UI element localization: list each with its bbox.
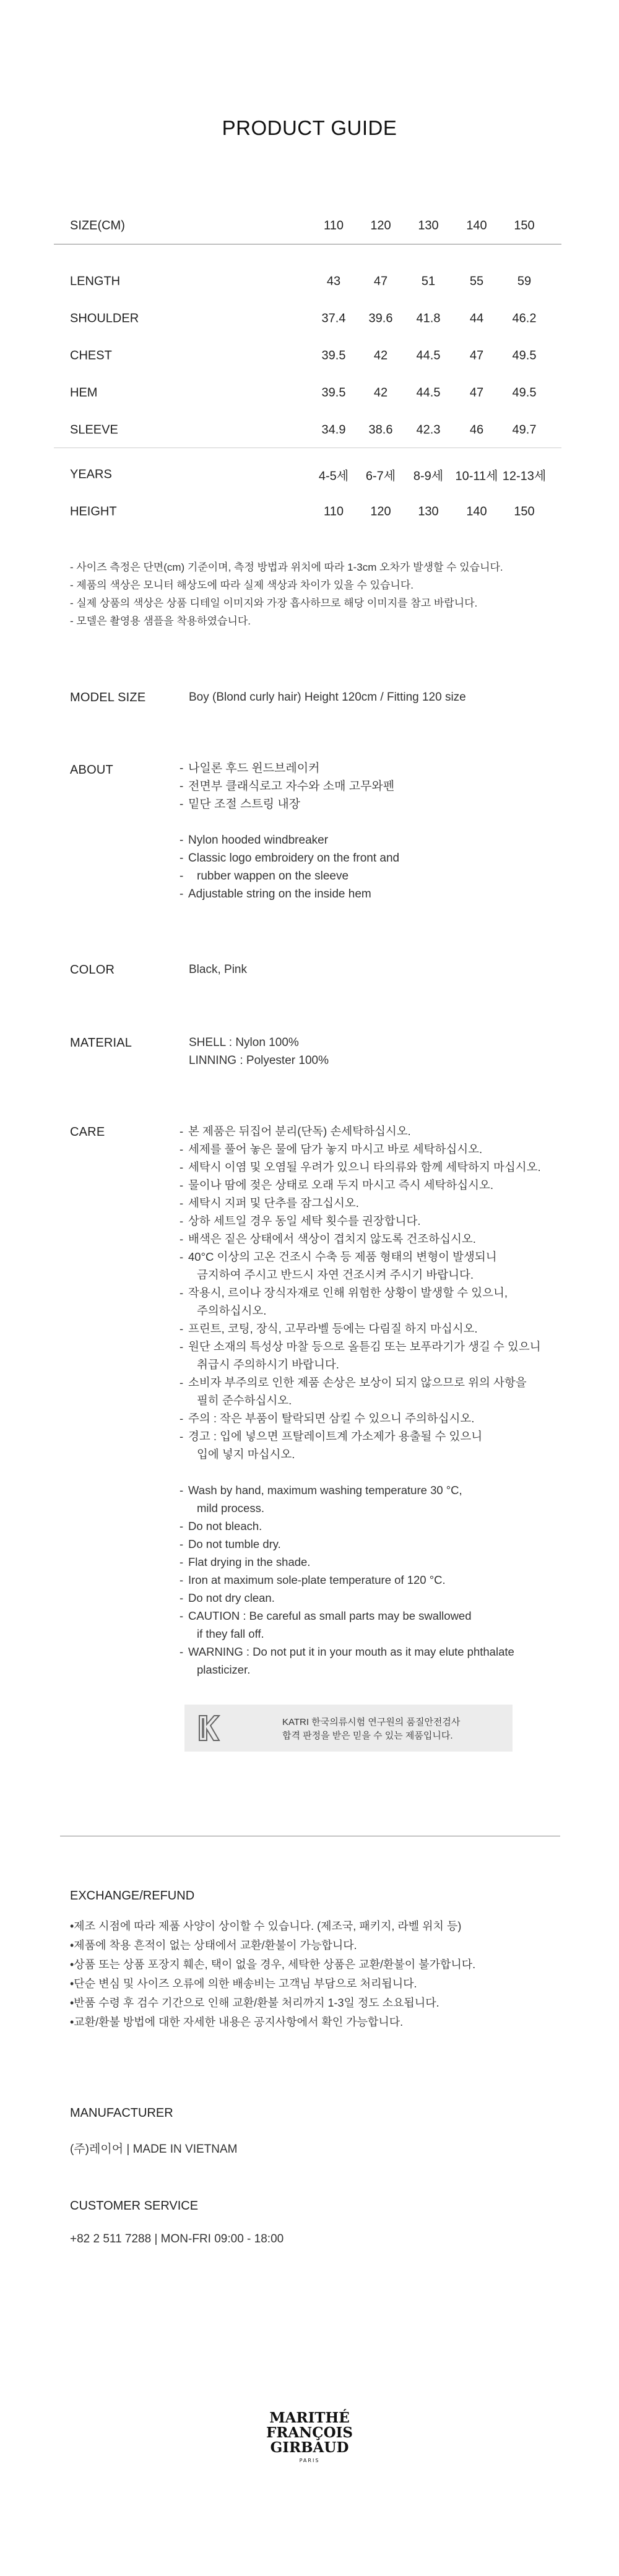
about-item: - Nylon hooded windbreaker (180, 831, 399, 849)
exchange-item: •제조 시점에 따라 제품 사양이 상이할 수 있습니다. (제조국, 패키지, 라벨 위치 등) (70, 1920, 462, 1932)
table-row (54, 412, 561, 449)
note-line: - 실제 상품의 색상은 상품 디테일 이미지와 가장 흡사하므로 해당 이미지를 참고 바랍니다. (70, 597, 478, 609)
care-item-cont: 입에 넣지 마십시오. (197, 1448, 295, 1461)
about-item: - Classic logo embroidery on the front and (180, 849, 399, 867)
material-label: MATERIAL (70, 1036, 132, 1050)
table-cell: 130 (418, 504, 439, 519)
about-item: - Adjustable string on the inside hem (180, 885, 399, 903)
model-size-label: MODEL SIZE (70, 691, 146, 704)
exchange-item: •단순 변심 및 사이즈 오류에 의한 배송비는 고객님 부담으로 처리됩니다. (70, 1977, 417, 1990)
customer-service-label: CUSTOMER SERVICE (70, 2199, 199, 2213)
material-value (189, 1034, 329, 1070)
table-row (54, 456, 561, 493)
table-cell: 46 (469, 423, 484, 437)
katri-certification-box (184, 1705, 513, 1752)
care-item: - 상하 세트일 경우 동일 세탁 횟수를 권장합니다. (180, 1212, 541, 1230)
care-item: - Do not tumble dry. (180, 1535, 541, 1553)
table-cell: 12-13세 (502, 469, 547, 483)
table-cell: 51 (421, 274, 436, 288)
katri-line: 합격 판정을 받은 믿을 수 있는 제품입니다. (282, 1731, 453, 1741)
table-cell: 150 (514, 504, 535, 519)
row-label: YEARS (70, 467, 112, 482)
table-cell: 49.5 (512, 386, 537, 400)
about-item: - 전면부 클래식로고 자수와 소매 고무와펜 (180, 777, 399, 795)
row-label: LENGTH (70, 274, 121, 288)
exchange-item: •상품 또는 상품 포장지 훼손, 택이 없을 경우, 세탁한 상품은 교환/환불이 불가합니다. (70, 1958, 476, 1971)
brand-logo (263, 2408, 356, 2467)
exchange-item: •교환/환불 방법에 대한 자세한 내용은 공지사항에서 확인 가능합니다. (70, 2016, 404, 2028)
table-cell: 42 (373, 348, 388, 363)
manufacturer-label: MANUFACTURER (70, 2106, 173, 2120)
size-header-cell: 110 (324, 218, 344, 233)
size-header-cell: 130 (418, 218, 439, 233)
svg-text:PARIS: PARIS (299, 2458, 320, 2463)
table-cell: 44 (469, 311, 484, 326)
table-cell: 47 (469, 348, 484, 363)
table-row (54, 300, 561, 337)
row-label: SLEEVE (70, 423, 118, 437)
table-cell: 34.9 (321, 423, 346, 437)
exchange-item: •반품 수령 후 검수 기간으로 인해 교환/환불 처리까지 1-3일 정도 소요됩니다. (70, 1997, 439, 2009)
care-label: CARE (70, 1125, 105, 1139)
exchange-list (70, 1917, 475, 2032)
table-cell: 8-9세 (413, 469, 444, 483)
table-cell: 44.5 (416, 386, 441, 400)
model-size-value: Boy (Blond curly hair) Height 120cm / Fitting 120 size (189, 691, 466, 704)
table-cell: 49.7 (512, 423, 537, 437)
table-cell: 46.2 (512, 311, 537, 326)
care-item-cont: 금지하여 주시고 반드시 자연 건조시켜 주시기 바랍니다. (197, 1268, 474, 1281)
note-line: - 사이즈 측정은 단면(cm) 기준이며, 측정 방법과 위치에 따라 1-3cm 오차가 발생할 수 있습니다. (70, 561, 503, 573)
size-header-cell: 150 (514, 218, 535, 233)
about-item: - 밑단 조절 스트링 내장 (180, 795, 399, 813)
care-item-cont: 취급시 주의하시기 바랍니다. (197, 1358, 339, 1371)
care-item: - 주의 : 작은 부품이 탈락되면 삼킬 수 있으니 주의하십시오. (180, 1409, 541, 1427)
katri-text (282, 1716, 460, 1743)
table-cell: 43 (326, 274, 341, 288)
about-item-cont: - rubber wappen on the sleeve (180, 867, 399, 885)
table-cell: 41.8 (416, 311, 441, 326)
table-divider (54, 447, 561, 448)
care-item-cont: 주의하십시오. (197, 1304, 267, 1317)
care-item-cont: plasticizer. (197, 1663, 251, 1676)
table-cell: 38.6 (368, 423, 393, 437)
care-item: - Flat drying in the shade. (180, 1553, 541, 1571)
about-label: ABOUT (70, 763, 113, 777)
table-cell: 55 (469, 274, 484, 288)
care-item: - 40°C 이상의 고온 건조시 수축 등 제품 형태의 변형이 발생되니 (180, 1248, 541, 1266)
size-table (54, 207, 561, 535)
exchange-item: •제품에 착용 흔적이 없는 상태에서 교환/환불이 가능합니다. (70, 1939, 357, 1951)
care-item-cont: if they fall off. (197, 1627, 264, 1640)
table-cell: 39.5 (321, 348, 346, 363)
care-item: - 작용시, 르이나 장식자재로 인해 위험한 상황이 발생할 수 있으니, (180, 1284, 541, 1302)
care-item: - 소비자 부주의로 인한 제품 손상은 보상이 되지 않으므로 위의 사항을 (180, 1373, 541, 1391)
table-row (54, 337, 561, 374)
care-item: - CAUTION : Be careful as small parts may be swallowed (180, 1607, 541, 1625)
care-item: - 물이나 땀에 젖은 상태로 오래 두지 마시고 즉시 세탁하십시오. (180, 1176, 541, 1194)
table-cell: 59 (517, 274, 532, 288)
customer-service-value: +82 2 511 7288 | MON-FRI 09:00 - 18:00 (70, 2232, 284, 2245)
care-item: - Do not dry clean. (180, 1589, 541, 1607)
table-cell: 47 (373, 274, 388, 288)
care-item: - 세탁시 지퍼 및 단추를 잠그십시오. (180, 1194, 541, 1212)
table-cell: 6-7세 (365, 469, 396, 483)
svg-text:GIRBAUD: GIRBAUD (270, 2439, 349, 2456)
care-item: - 세제를 풀어 놓은 물에 담가 놓지 마시고 바로 세탁하십시오. (180, 1140, 541, 1158)
care-item: - 세탁시 이염 및 오염될 우려가 있으니 타의류와 함께 세탁하지 마십시오. (180, 1158, 541, 1176)
table-cell: 42.3 (416, 423, 441, 437)
spacer (180, 1463, 541, 1481)
size-header-label: SIZE(CM) (70, 218, 125, 233)
kc-mark-icon (197, 1714, 222, 1742)
color-value: Black, Pink (189, 963, 247, 976)
table-cell: 39.5 (321, 386, 346, 400)
care-item-cont: mild process. (197, 1502, 264, 1515)
about-list (180, 759, 399, 903)
table-cell: 39.6 (368, 311, 393, 326)
table-cell: 10-11세 (455, 469, 498, 483)
table-cell: 120 (370, 504, 391, 519)
table-cell: 37.4 (321, 311, 346, 326)
care-item: - 프린트, 코팅, 장식, 고무라벨 등에는 다림질 하지 마십시오. (180, 1320, 541, 1338)
svg-text:FRANÇOIS: FRANÇOIS (266, 2424, 353, 2441)
row-label: HEIGHT (70, 504, 117, 519)
size-header-row (54, 207, 561, 244)
row-label: SHOULDER (70, 311, 139, 326)
spacer (180, 813, 399, 831)
table-row (54, 263, 561, 300)
table-cell: 110 (324, 504, 344, 519)
material-shell: SHELL : Nylon 100% (189, 1036, 299, 1049)
row-label: HEM (70, 386, 98, 400)
size-header-cell: 120 (370, 218, 391, 233)
material-lining: LINNING : Polyester 100% (189, 1054, 329, 1067)
table-cell: 44.5 (416, 348, 441, 363)
table-cell: 42 (373, 386, 388, 400)
table-row (54, 493, 561, 530)
table-cell: 4-5세 (318, 469, 349, 483)
care-item: - 배색은 짙은 상태에서 색상이 겹치지 않도록 건조하십시오. (180, 1230, 541, 1248)
note-line: - 제품의 색상은 모니터 해상도에 따라 실제 색상과 차이가 있을 수 있습니다. (70, 579, 413, 591)
svg-text:MARITHÉ: MARITHÉ (269, 2410, 350, 2426)
katri-line: KATRI 한국의류시험 연구원의 품질안전검사 (282, 1717, 461, 1727)
care-item: - Do not bleach. (180, 1517, 541, 1535)
table-cell: 47 (469, 386, 484, 400)
size-header-cell: 140 (466, 218, 487, 233)
row-label: CHEST (70, 348, 112, 363)
care-item: - 원단 소재의 특성상 마찰 등으로 올튿김 또는 보푸라기가 생길 수 있으니 (180, 1338, 541, 1355)
care-item: - 경고 : 입에 넣으면 프탈레이트계 가소제가 용출될 수 있으니 (180, 1427, 541, 1445)
size-notes (70, 558, 503, 630)
care-item: - Iron at maximum sole-plate temperature of 120 °C. (180, 1571, 541, 1589)
table-row (54, 374, 561, 412)
care-list (180, 1122, 541, 1679)
table-cell: 140 (466, 504, 487, 519)
table-cell: 49.5 (512, 348, 537, 363)
about-item: - 나일론 후드 윈드브레이커 (180, 759, 399, 777)
manufacturer-value: (주)레이어 | MADE IN VIETNAM (70, 2143, 238, 2156)
care-item: - Wash by hand, maximum washing temperature 30 °C, (180, 1481, 541, 1499)
page-title: PRODUCT GUIDE (222, 116, 397, 139)
care-item-cont: 필히 준수하십시오. (197, 1394, 292, 1407)
exchange-label: EXCHANGE/REFUND (70, 1889, 195, 1903)
care-item: - 본 제품은 뒤집어 분리(단독) 손세탁하십시오. (180, 1122, 541, 1140)
color-label: COLOR (70, 963, 115, 977)
note-line: - 모델은 촬영용 샘플을 착용하였습니다. (70, 615, 251, 627)
care-item: - WARNING : Do not put it in your mouth as it may elute phthalate (180, 1643, 541, 1661)
